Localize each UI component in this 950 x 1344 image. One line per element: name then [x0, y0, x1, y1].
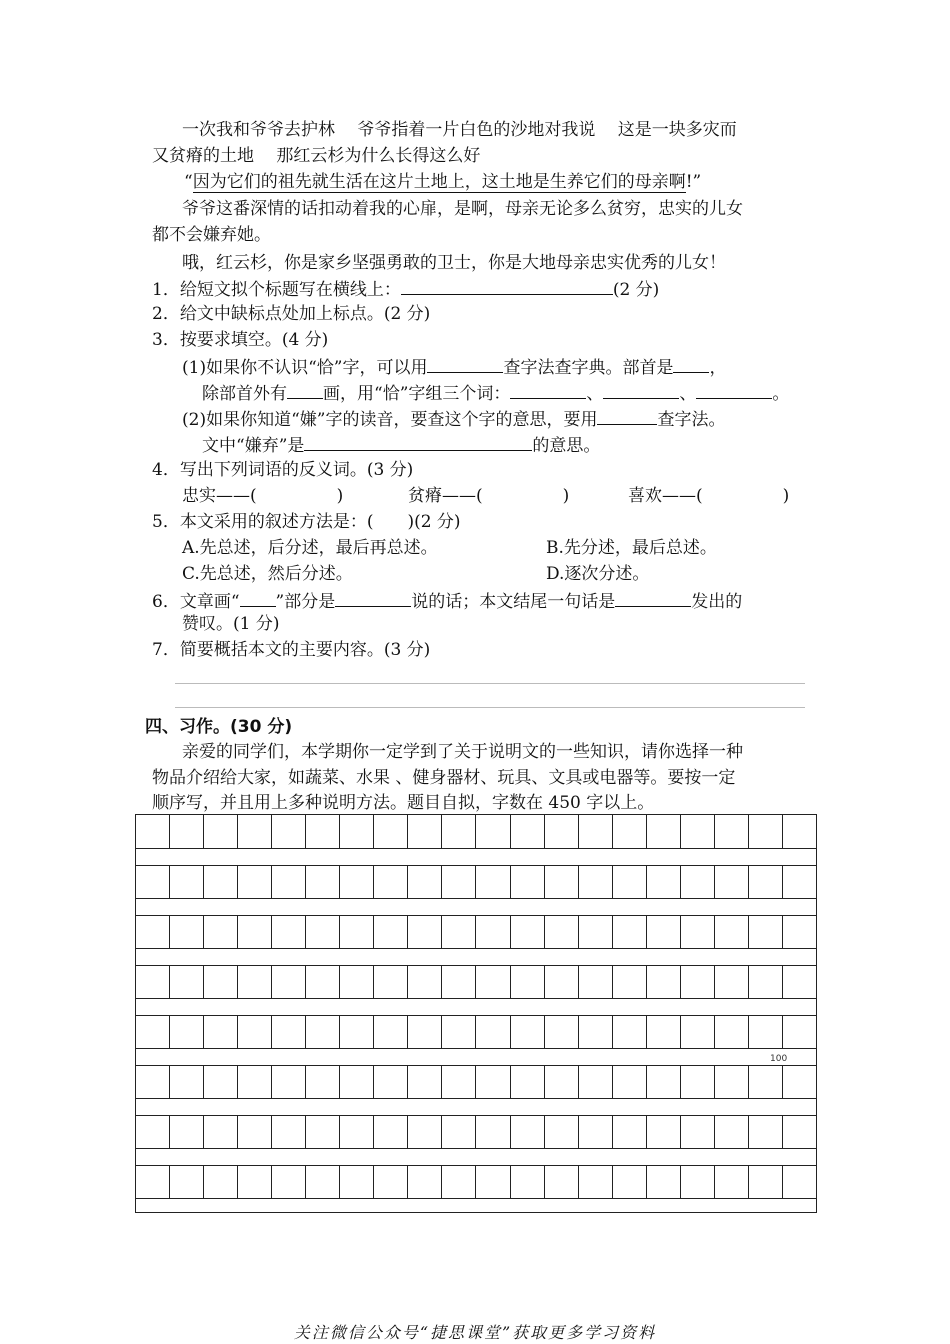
- answer-blank[interactable]: [597, 406, 657, 425]
- grid-cell[interactable]: [204, 1116, 238, 1148]
- grid-cell[interactable]: [681, 1016, 715, 1048]
- grid-cell[interactable]: [783, 815, 816, 848]
- grid-cell[interactable]: [238, 966, 272, 998]
- grid-cell[interactable]: [647, 916, 681, 948]
- grid-cell[interactable]: [306, 815, 340, 848]
- grid-cell[interactable]: [613, 815, 647, 848]
- grid-cell[interactable]: [511, 866, 545, 898]
- grid-cell[interactable]: [272, 1166, 306, 1198]
- grid-cell[interactable]: [749, 866, 783, 898]
- grid-cell[interactable]: [783, 1016, 816, 1048]
- answer-line[interactable]: [175, 683, 805, 684]
- grid-cell[interactable]: [476, 1166, 510, 1198]
- grid-cell[interactable]: [136, 866, 170, 898]
- writing-grid[interactable]: [135, 814, 817, 1213]
- grid-cell[interactable]: [306, 1016, 340, 1048]
- quote-underlined: 因为它们的祖先就生活在这片土地上，这土地是生养它们的母亲啊: [192, 172, 686, 192]
- grid-cell[interactable]: [749, 1066, 783, 1098]
- grid-cell[interactable]: [408, 1066, 442, 1098]
- grid-cell[interactable]: [681, 916, 715, 948]
- grid-cell[interactable]: [545, 1016, 579, 1048]
- grid-cell[interactable]: [647, 815, 681, 848]
- grid-cell[interactable]: [681, 1116, 715, 1148]
- grid-cell[interactable]: [306, 966, 340, 998]
- grid-cell[interactable]: [374, 1166, 408, 1198]
- grid-cell[interactable]: [306, 866, 340, 898]
- title-answer-blank[interactable]: [401, 276, 613, 295]
- grid-cell[interactable]: [579, 1016, 613, 1048]
- grid-cell[interactable]: [681, 966, 715, 998]
- grid-cell[interactable]: [647, 1066, 681, 1098]
- prompt-line: 顺序写，并且用上多种说明方法。题目自拟，字数在 450 字以上。: [152, 793, 655, 813]
- grid-cell[interactable]: [476, 1116, 510, 1148]
- grid-cell[interactable]: [783, 1166, 816, 1198]
- question-2: 2．给文中缺标点处加上标点。(2 分): [152, 304, 431, 324]
- grid-cell[interactable]: [545, 1066, 579, 1098]
- question-1: 1．给短文拟个标题写在横线上： (2 分): [152, 276, 659, 302]
- question-7: 7．简要概括本文的主要内容。(3 分): [152, 640, 431, 660]
- grid-cell[interactable]: [442, 1016, 476, 1048]
- grid-cell[interactable]: [340, 1016, 374, 1048]
- grid-cell[interactable]: [749, 1166, 783, 1198]
- grid-cell[interactable]: [340, 1116, 374, 1148]
- grid-cell[interactable]: [340, 916, 374, 948]
- grid-cell[interactable]: [340, 1066, 374, 1098]
- grid-cell[interactable]: [647, 866, 681, 898]
- grid-cell[interactable]: [715, 815, 749, 848]
- grid-cell[interactable]: [476, 966, 510, 998]
- option-a[interactable]: A.先总述，后分述，最后再总述。: [182, 538, 438, 558]
- grid-cell[interactable]: [204, 916, 238, 948]
- grid-cell[interactable]: [272, 1016, 306, 1048]
- grid-cell[interactable]: [408, 1116, 442, 1148]
- grid-cell[interactable]: [442, 815, 476, 848]
- grid-cell[interactable]: [613, 1016, 647, 1048]
- question-3: 3．按要求填空。(4 分): [152, 330, 329, 350]
- option-d[interactable]: D.逐次分述。: [546, 564, 650, 584]
- grid-row: [136, 965, 816, 999]
- grid-cell[interactable]: [783, 866, 816, 898]
- answer-blank[interactable]: [287, 380, 323, 399]
- grid-cell[interactable]: [715, 1066, 749, 1098]
- question-3-1: (1)如果你不认识“恰”字，可以用 查字法查字典。部首是 ，: [182, 354, 726, 380]
- grid-cell[interactable]: [238, 916, 272, 948]
- answer-blank[interactable]: [335, 588, 411, 607]
- question-3-2-cont: 文中“嫌弃”是 的意思。: [202, 432, 600, 458]
- grid-cell[interactable]: [136, 815, 170, 848]
- passage-line: 都不会嫌弃她。: [152, 225, 271, 245]
- grid-row: [136, 1065, 816, 1099]
- grid-cell[interactable]: [511, 815, 545, 848]
- prompt-line: 亲爱的同学们，本学期你一定学到了关于说明文的一些知识，请你选择一种: [182, 742, 743, 762]
- grid-cell[interactable]: [613, 1116, 647, 1148]
- grid-cell[interactable]: [238, 1016, 272, 1048]
- word-count-marker: 100: [770, 1054, 788, 1064]
- grid-cell[interactable]: [408, 916, 442, 948]
- grid-cell[interactable]: [408, 866, 442, 898]
- grid-cell[interactable]: [783, 1116, 816, 1148]
- grid-cell[interactable]: [374, 966, 408, 998]
- section-title: 四、习作。(30 分): [145, 717, 293, 737]
- grid-cell[interactable]: [749, 1116, 783, 1148]
- grid-cell[interactable]: [579, 1066, 613, 1098]
- grid-cell[interactable]: [272, 966, 306, 998]
- grid-cell[interactable]: [545, 916, 579, 948]
- grid-cell[interactable]: [476, 866, 510, 898]
- grid-cell[interactable]: [238, 866, 272, 898]
- grid-cell[interactable]: [136, 966, 170, 998]
- option-c[interactable]: C.先总述，然后分述。: [182, 564, 353, 584]
- passage-line: 一次我和爷爷去护林 爷爷指着一片白色的沙地对我说 这是一块多灾而: [182, 120, 737, 140]
- grid-cell[interactable]: [136, 1166, 170, 1198]
- grid-cell[interactable]: [408, 815, 442, 848]
- question-5: 5．本文采用的叙述方法是：( )(2 分): [152, 512, 461, 532]
- grid-cell[interactable]: [545, 1116, 579, 1148]
- grid-cell[interactable]: [613, 966, 647, 998]
- answer-blank[interactable]: [673, 354, 709, 373]
- grid-cell[interactable]: [340, 866, 374, 898]
- grid-cell[interactable]: [545, 1166, 579, 1198]
- grid-cell[interactable]: [136, 1016, 170, 1048]
- grid-cell[interactable]: [170, 866, 204, 898]
- grid-cell[interactable]: [681, 866, 715, 898]
- question-4: 4．写出下列词语的反义词。(3 分): [152, 460, 414, 480]
- grid-cell[interactable]: [374, 1116, 408, 1148]
- footer-watermark: 关注微信公众号“捷思课堂”获取更多学习资料: [293, 1323, 657, 1342]
- question-3-2: (2)如果你知道“嫌”字的读音，要查这个字的意思，要用 查字法。: [182, 406, 725, 432]
- antonym-3: 喜欢——( ): [628, 486, 790, 506]
- grid-cell[interactable]: [681, 1066, 715, 1098]
- grid-cell[interactable]: [715, 966, 749, 998]
- grid-cell[interactable]: [272, 815, 306, 848]
- grid-cell[interactable]: [408, 1166, 442, 1198]
- grid-cell[interactable]: [715, 1016, 749, 1048]
- grid-cell[interactable]: [340, 815, 374, 848]
- grid-cell[interactable]: [374, 866, 408, 898]
- grid-cell[interactable]: [579, 815, 613, 848]
- grid-cell[interactable]: [170, 1066, 204, 1098]
- grid-cell[interactable]: [374, 815, 408, 848]
- grid-cell[interactable]: [783, 916, 816, 948]
- grid-cell[interactable]: [647, 1166, 681, 1198]
- grid-cell[interactable]: [511, 1116, 545, 1148]
- grid-cell[interactable]: [545, 966, 579, 998]
- answer-blank[interactable]: [603, 380, 679, 399]
- grid-cell[interactable]: [170, 1166, 204, 1198]
- grid-cell[interactable]: [272, 1066, 306, 1098]
- grid-cell[interactable]: [476, 916, 510, 948]
- grid-cell[interactable]: [374, 916, 408, 948]
- question-6: 6．文章画“ ”部分是 说的话；本文结尾一句话是 发出的: [152, 588, 742, 614]
- answer-blank[interactable]: [510, 380, 586, 399]
- grid-cell[interactable]: [408, 1016, 442, 1048]
- grid-cell[interactable]: [136, 1066, 170, 1098]
- grid-cell[interactable]: [374, 1066, 408, 1098]
- grid-cell[interactable]: [136, 916, 170, 948]
- passage-line: 爷爷这番深情的话扣动着我的心扉，是啊，母亲无论多么贫穷，忠实的儿女: [182, 199, 743, 219]
- grid-cell[interactable]: [647, 1016, 681, 1048]
- grid-cell[interactable]: [579, 1116, 613, 1148]
- answer-blank[interactable]: [696, 380, 772, 399]
- grid-cell[interactable]: [170, 916, 204, 948]
- grid-cell[interactable]: [749, 1016, 783, 1048]
- grid-row: [136, 1015, 816, 1049]
- grid-cell[interactable]: [442, 1066, 476, 1098]
- grid-cell[interactable]: [511, 1016, 545, 1048]
- grid-cell[interactable]: [204, 1016, 238, 1048]
- grid-cell[interactable]: [306, 916, 340, 948]
- grid-cell[interactable]: [238, 1066, 272, 1098]
- grid-cell[interactable]: [579, 916, 613, 948]
- grid-cell[interactable]: [204, 815, 238, 848]
- grid-cell[interactable]: [306, 1166, 340, 1198]
- grid-cell[interactable]: [511, 1066, 545, 1098]
- grid-cell[interactable]: [238, 1166, 272, 1198]
- grid-cell[interactable]: [136, 1116, 170, 1148]
- passage-line: 哦，红云杉，你是家乡坚强勇敢的卫士，你是大地母亲忠实优秀的儿女！: [182, 253, 726, 273]
- grid-cell[interactable]: [647, 1116, 681, 1148]
- grid-cell[interactable]: [783, 966, 816, 998]
- grid-cell[interactable]: [306, 1066, 340, 1098]
- grid-cell[interactable]: [442, 866, 476, 898]
- antonym-2: 贫瘠——( ): [408, 486, 570, 506]
- passage-line: 又贫瘠的土地 那红云杉为什么长得这么好: [152, 146, 481, 166]
- grid-cell[interactable]: [238, 815, 272, 848]
- grid-cell[interactable]: [374, 1016, 408, 1048]
- grid-cell[interactable]: [442, 1116, 476, 1148]
- grid-cell[interactable]: [476, 1066, 510, 1098]
- grid-cell[interactable]: [204, 1166, 238, 1198]
- grid-cell[interactable]: [272, 866, 306, 898]
- grid-cell[interactable]: [170, 1016, 204, 1048]
- grid-cell[interactable]: [783, 1066, 816, 1098]
- grid-cell[interactable]: [511, 966, 545, 998]
- grid-cell[interactable]: [170, 815, 204, 848]
- grid-cell[interactable]: [647, 966, 681, 998]
- answer-blank[interactable]: [304, 432, 532, 451]
- grid-cell[interactable]: [511, 916, 545, 948]
- grid-cell[interactable]: [238, 1116, 272, 1148]
- grid-cell[interactable]: [545, 815, 579, 848]
- grid-row: [136, 815, 816, 849]
- grid-cell[interactable]: [579, 966, 613, 998]
- grid-cell[interactable]: [204, 966, 238, 998]
- grid-cell[interactable]: [170, 966, 204, 998]
- grid-cell[interactable]: [204, 866, 238, 898]
- grid-cell[interactable]: [476, 815, 510, 848]
- grid-cell[interactable]: [442, 916, 476, 948]
- grid-cell[interactable]: [306, 1116, 340, 1148]
- grid-cell[interactable]: [681, 815, 715, 848]
- prompt-line: 物品介绍给大家，如蔬菜、水果 、健身器材、玩具、文具或电器等。要按一定: [152, 768, 736, 788]
- grid-cell[interactable]: [442, 966, 476, 998]
- grid-row: [136, 1165, 816, 1199]
- question-3-1-cont: 除部首外有 画，用“恰”字组三个词： 、 、 。: [202, 380, 789, 406]
- grid-cell[interactable]: [272, 916, 306, 948]
- grid-cell[interactable]: [749, 815, 783, 848]
- grid-cell[interactable]: [681, 1166, 715, 1198]
- grid-cell[interactable]: [511, 1166, 545, 1198]
- answer-line[interactable]: [175, 707, 805, 708]
- grid-row: [136, 1115, 816, 1149]
- grid-cell[interactable]: [749, 966, 783, 998]
- grid-cell[interactable]: [613, 1066, 647, 1098]
- grid-cell[interactable]: [579, 1166, 613, 1198]
- grid-cell[interactable]: [204, 1066, 238, 1098]
- grid-cell[interactable]: [579, 866, 613, 898]
- passage-quote: “因为它们的祖先就生活在这片土地上，这土地是生养它们的母亲啊!”: [184, 172, 702, 192]
- grid-cell[interactable]: [170, 1116, 204, 1148]
- grid-cell[interactable]: [340, 966, 374, 998]
- grid-cell[interactable]: [613, 1166, 647, 1198]
- answer-blank[interactable]: [427, 354, 503, 373]
- grid-cell[interactable]: [476, 1016, 510, 1048]
- option-b[interactable]: B.先分述，最后总述。: [546, 538, 717, 558]
- grid-cell[interactable]: [715, 866, 749, 898]
- grid-row: [136, 865, 816, 899]
- antonym-1: 忠实——( ): [182, 486, 344, 506]
- grid-cell[interactable]: [408, 966, 442, 998]
- question-6-cont: 赞叹。(1 分): [182, 614, 280, 634]
- answer-blank[interactable]: [615, 588, 691, 607]
- answer-blank[interactable]: [240, 588, 276, 607]
- grid-cell[interactable]: [715, 916, 749, 948]
- grid-cell[interactable]: [749, 916, 783, 948]
- grid-cell[interactable]: [272, 1116, 306, 1148]
- grid-row: [136, 915, 816, 949]
- grid-cell[interactable]: [613, 916, 647, 948]
- grid-cell[interactable]: [715, 1116, 749, 1148]
- grid-cell[interactable]: [340, 1166, 374, 1198]
- grid-cell[interactable]: [613, 866, 647, 898]
- grid-cell[interactable]: [715, 1166, 749, 1198]
- grid-cell[interactable]: [442, 1166, 476, 1198]
- grid-cell[interactable]: [545, 866, 579, 898]
